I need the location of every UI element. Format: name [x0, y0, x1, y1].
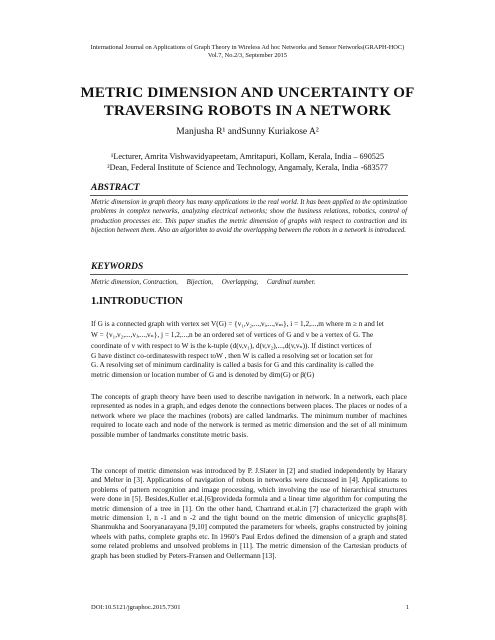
abstract-top-rule [90, 195, 408, 196]
abstract-heading: ABSTRACT [91, 183, 140, 193]
footer-doi: DOI:10.5121/jgraphoc.2015.7301 [91, 604, 181, 611]
paper-title [60, 84, 435, 120]
journal-name: International Journal on Applications of Graph Theory in Wireless Ad hoc Networks and Sensor Networks(GRAPH-HOC) [90, 44, 405, 51]
title-line-2: TRAVERSING ROBOTS IN A NETWORK [103, 103, 392, 119]
intro-line: If G is a connected graph with vertex set V(G) = {v₁,v₂,...,vᵢ,...,vₘ}, i = 1,2,...,m where m ≥ n and let [91, 319, 384, 328]
intro-line: G. A resolving set of minimum cardinality is called a basis for G and this cardinality is called the [91, 360, 374, 370]
affiliation-1: ¹Lecturer, Amrita Vishwavidyapeetam, Amritapuri, Kollam, Kerala, India – 690525 [110, 152, 385, 161]
journal-volume: Vol.7, No.2/3, September 2015 [207, 52, 288, 59]
keywords-text: Metric dimension, Contraction, Bijection, Overlapping, Cardinal number. [91, 279, 316, 286]
affiliation-2: ²Dean, Federal Institute of Science and Technology, Angamaly, Kerala, India -683577 [107, 162, 388, 172]
intro-paragraph-2: The concepts of graph theory have been used to describe navigation in network. In a network, each place represented as nodes in a graph, and edges denote the connections between places. The places or nodes of a network where we place the machines (robots) are called landmarks. The minimum number of machines required to locate each and node of the network is termed as metric dimension and the set of all minimum possible number of landmarks constitute metric basis. [91, 392, 407, 439]
abstract-text: Metric dimension in graph theory has many applications in the real world. It has been applied to the optimization problems in complex networks, analyzing electrical networks; show the business relations, robotics, control of production processes etc. This paper studies the metric dimension of graphs with respect to contraction and its bijection between them. Also an algorithm to avoid the overlapping between the robots in a network is introduced. [91, 199, 407, 235]
title-line-1: METRIC DIMENSION AND UNCERTAINTY OF [80, 85, 415, 101]
author-list: Manjusha R¹ andSunny Kuriakose A² [176, 127, 319, 137]
page-number: 1 [405, 604, 409, 611]
keywords-heading: KEYWORDS [91, 262, 144, 272]
affiliations [0, 152, 495, 173]
intro-line: metric dimension or location number of G and is denoted by dim(G) or β(G) [91, 369, 315, 379]
intro-paragraph-1 [91, 318, 407, 379]
keywords-top-rule [90, 274, 408, 275]
journal-header [0, 44, 495, 60]
intro-line: coordinate of v with respect to W is the k-tuple (d(v,v₁), d(v,v₂),...,d(v,vₙ)). If distinct vertices of [91, 341, 372, 350]
intro-line: G have distinct co-ordinateswith respect toW , then W is called a resolving set or location set for [91, 351, 373, 360]
intro-paragraph-3: The concept of metric dimension was introduced by P. J.Slater in [2] and studied independently by Harary and Melter in [3]. Applications of navigation of robots in networks were discussed in [4]. Applications to problems of pattern recognition and image processing, which involving the use of hierarchical structures were done in [5]. Besides,Kuller et.al.[6]provideda formula and a linear time algorithm for computing the metric dimension of a tree in [1]. On the other hand, Chartrand et.al.in [7] characterized the graph with metric dimension 1, n -1 and n -2 and the tight bound on the metric dimension of unicyclic graphs[8]. Shanmukha and Sooryanarayana [9,10] computed the parameters for wheels, graphs constructed by joining wheels with paths, complete graphs etc. In 1960’s Paul Erdos defined the dimension of a graph and stated some related problems and unsolved problems in [11]. The metric dimension of the Cartesian products of graph has been studied by Peters-Fransen and Oellermann [13]. [91, 466, 407, 560]
section-heading-introduction: 1.INTRODUCTION [91, 296, 183, 307]
intro-line: W = {v₁,v₂,...,vⱼ,...,vₙ}, j = 1,2,...,n be an ordered set of vertices of G and v be a vertex of G. The [91, 330, 374, 339]
